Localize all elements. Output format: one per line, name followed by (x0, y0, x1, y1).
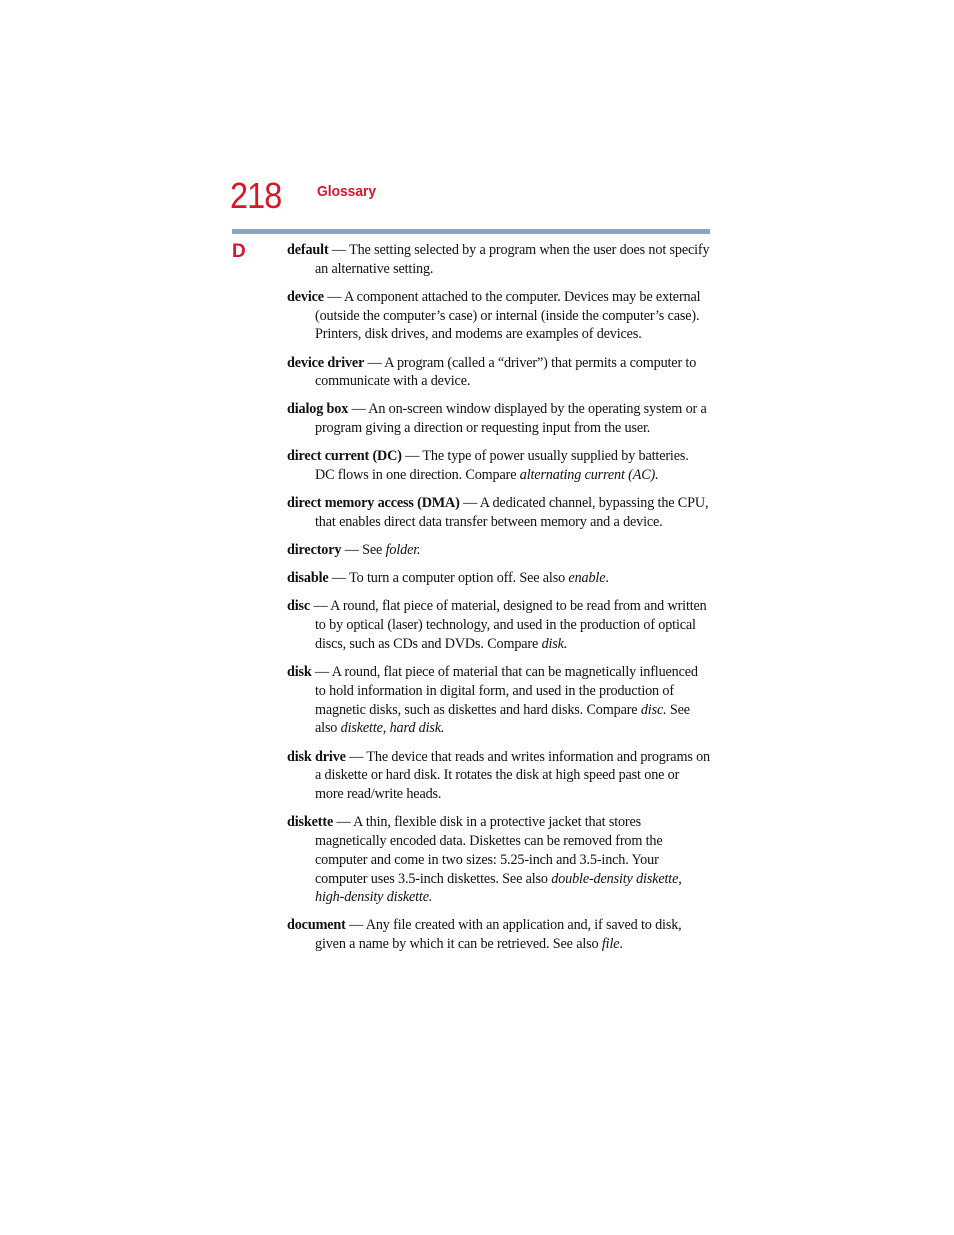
entry-definition: — A round, flat piece of material that can be magnetically influenced to hold information in digital form, and used in the production of magnetic disks, such as diskettes and hard disks. Compare (311, 664, 698, 718)
entry-term: dialog box (287, 401, 349, 418)
glossary-entry (287, 569, 711, 588)
entry-tail: . (605, 570, 609, 587)
entry-definition: — A component attached to the computer. Devices may be external (outside the computer’s case) or internal (inside the computer’s case). Printers, disk drives, and modems are examples of devices. (315, 288, 701, 343)
entry-term: direct memory access (DMA) (287, 495, 460, 512)
page-number: 218 (230, 175, 282, 216)
entry-cross-reference: double-density diskette, high-density diskette. (315, 870, 682, 906)
glossary-entry (287, 663, 711, 738)
entry-term: disc (287, 598, 311, 615)
entry-definition: — The device that reads and writes information and programs on a diskette or hard disk. It rotates the disk at high speed past one or more read/write heads. (315, 748, 710, 803)
glossary-entry (287, 916, 711, 954)
entry-cross-reference: disk. (541, 635, 568, 652)
entry-cross-reference: file (601, 936, 620, 953)
entry-term: directory (287, 542, 342, 559)
entry-definition: — The type of power usually supplied by batteries. DC flows in one direction. Compare (315, 448, 689, 484)
entry-cross-reference: folder. (385, 542, 421, 559)
entry-term: disk (287, 664, 312, 681)
entry-definition: — A thin, flexible disk in a protective jacket that stores magnetically encoded data. Diskettes can be removed from the computer and come in two sizes: 5.25-inch and 3.5-inch. Your computer uses 3.5-inch diskettes. See also (315, 814, 663, 887)
entry-term: device driver (287, 354, 365, 371)
entry-definition: — An on-screen window displayed by the operating system or a program giving a direction or requesting input from the user. (315, 401, 707, 437)
glossary-entry (287, 241, 711, 279)
entry-term: default (287, 242, 329, 258)
entry-definition: — A dedicated channel, bypassing the CPU, that enables direct data transfer between memory and a device. (315, 495, 709, 531)
entry-cross-reference: diskette, hard disk. (340, 720, 445, 737)
glossary-entries (287, 241, 711, 963)
entry-term: disk drive (287, 748, 346, 765)
entry-term: direct current (DC) (287, 448, 402, 465)
glossary-entry (287, 288, 711, 344)
entry-term: disable (287, 570, 329, 587)
entry-definition: — A round, flat piece of material, designed to be read from and written to by optical (laser) technology, and used in the production of optical discs, such as CDs and DVDs. Compare (310, 598, 707, 652)
glossary-entry (287, 597, 711, 653)
entry-cross-reference: alternating current (AC). (519, 467, 659, 484)
section-letter: D (232, 241, 246, 262)
glossary-entry (287, 354, 711, 392)
entry-cross-reference: disc. (640, 701, 667, 718)
entry-cross-reference: enable (568, 570, 606, 587)
entry-term: device (287, 288, 324, 305)
entry-definition: — To turn a computer option off. See also (328, 570, 569, 587)
entry-definition: — A program (called a “driver”) that permits a computer to communicate with a device. (315, 354, 697, 390)
header-rule (232, 229, 710, 234)
entry-definition: — The setting selected by a program when the user does not specify an alternative setting. (315, 242, 710, 277)
glossary-entry (287, 541, 711, 560)
glossary-entry (287, 813, 711, 907)
glossary-entry (287, 400, 711, 438)
entry-definition: — See (341, 542, 386, 559)
glossary-entry (287, 748, 711, 804)
section-title: Glossary (317, 183, 377, 200)
entry-tail: . (619, 936, 623, 953)
glossary-entry (287, 447, 711, 485)
entry-term: diskette (287, 814, 334, 831)
glossary-entry (287, 494, 711, 532)
entry-term: document (287, 917, 346, 934)
entry-definition: — Any file created with an application and, if saved to disk, given a name by which it can be retrieved. See also (315, 917, 682, 953)
entry-definition-continued: See also (315, 701, 690, 737)
